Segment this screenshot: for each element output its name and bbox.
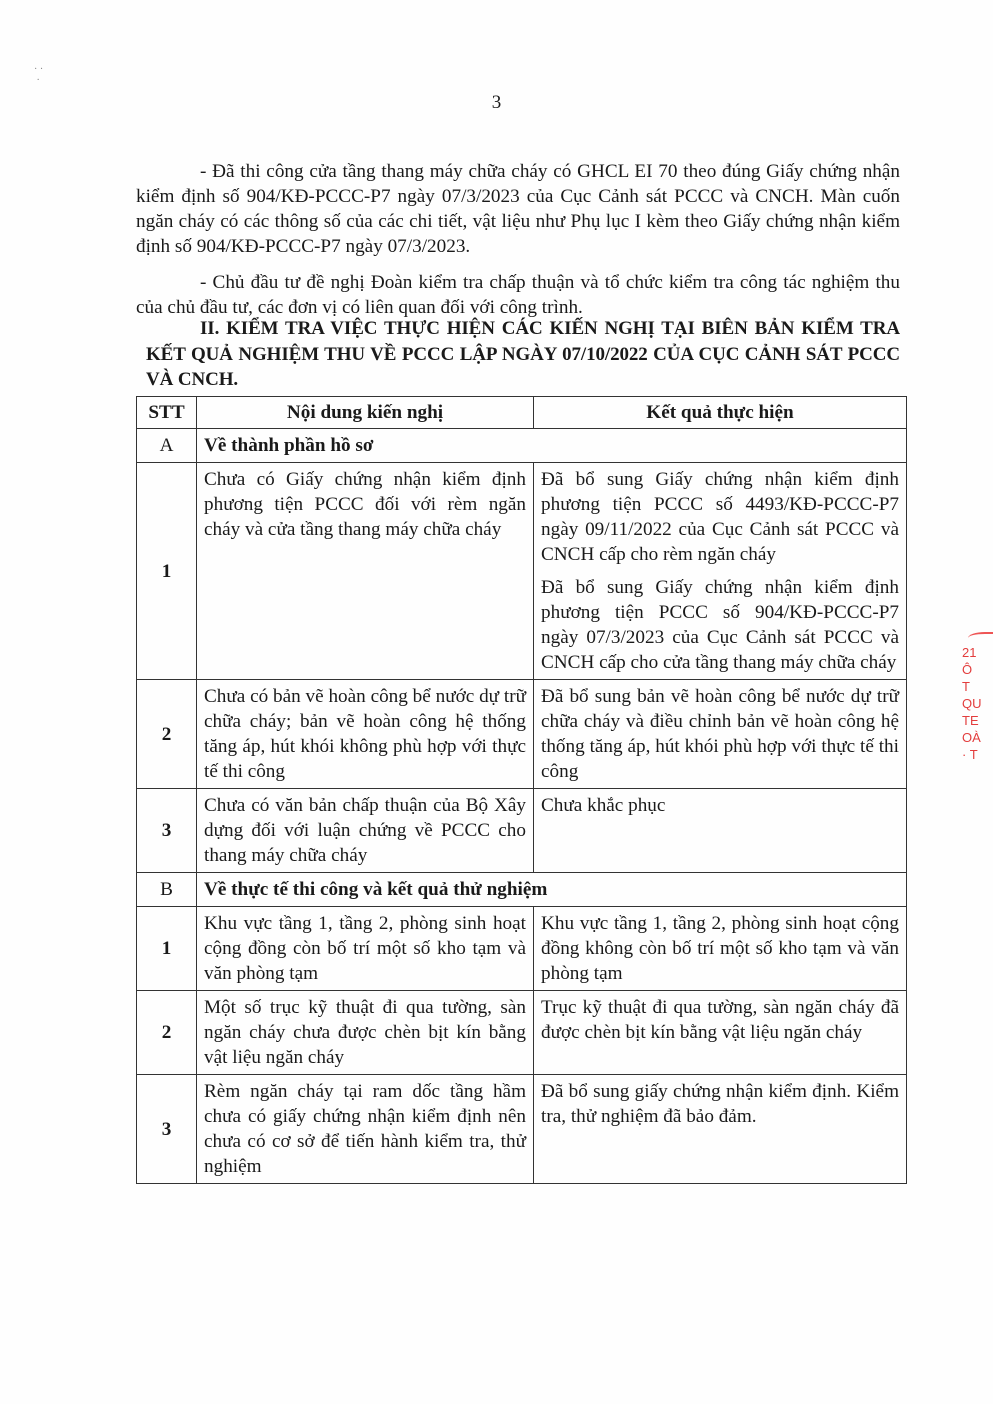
row-stt: 1 bbox=[137, 907, 197, 991]
stamp-text: QU bbox=[962, 696, 982, 711]
result-item: Chưa khắc phục bbox=[541, 795, 666, 816]
row-result bbox=[534, 680, 907, 789]
stamp-text: T bbox=[962, 679, 970, 694]
table-row bbox=[137, 1075, 907, 1184]
recommendations-table bbox=[136, 396, 907, 1184]
row-stt: 2 bbox=[137, 991, 197, 1075]
result-item: Đã bổ sung giấy chứng nhận kiểm định. Kiểm tra, thử nghiệm đã bảo đảm. bbox=[541, 1081, 899, 1127]
scan-artifact: · · · bbox=[34, 64, 44, 86]
row-result bbox=[534, 1075, 907, 1184]
table-row bbox=[137, 680, 907, 789]
result-item: Khu vực tầng 1, tầng 2, phòng sinh hoạt cộng đồng không còn bố trí một số kho tạm và văn phòng tạm bbox=[541, 913, 899, 984]
table-row bbox=[137, 789, 907, 873]
table-row bbox=[137, 907, 907, 991]
section-code: A bbox=[137, 429, 197, 463]
stamp-text: 21 bbox=[962, 645, 977, 660]
stamp-text: TE bbox=[962, 713, 979, 728]
table-row bbox=[137, 991, 907, 1075]
row-result bbox=[534, 789, 907, 873]
row-content: Chưa có Giấy chứng nhận kiểm định phương tiện PCCC đối với rèm ngăn cháy và cửa tầng thang máy chữa cháy bbox=[197, 463, 534, 680]
row-content: Khu vực tầng 1, tầng 2, phòng sinh hoạt cộng đồng còn bố trí một số kho tạm và văn phòng tạm bbox=[197, 907, 534, 991]
section-heading: II. KIỂM TRA VIỆC THỰC HIỆN CÁC KIẾN NGHỊ TẠI BIÊN BẢN KIỂM TRA KẾT QUẢ NGHIỆM THU VỀ PCCC LẬP NGÀY 07/10/2022 CỦA CỤC CẢNH SÁT PCCC VÀ CNCH. bbox=[146, 318, 900, 390]
section-row bbox=[137, 429, 907, 463]
row-content: Chưa có văn bản chấp thuận của Bộ Xây dựng đối với luận chứng về PCCC cho thang máy chữa cháy bbox=[197, 789, 534, 873]
result-item: Đã bổ sung Giấy chứng nhận kiểm định phương tiện PCCC số 4493/KĐ-PCCC-P7 ngày 09/11/2022 của Cục Cảnh sát PCCC và CNCH cấp cho rèm ngăn cháy bbox=[541, 469, 899, 565]
stamp-arc bbox=[968, 632, 993, 644]
row-stt: 1 bbox=[137, 463, 197, 680]
stamp-text: · T bbox=[962, 747, 978, 762]
result-item: Đã bổ sung Giấy chứng nhận kiểm định phương tiện PCCC số 904/KĐ-PCCC-P7 ngày 07/3/2023 của Cục Cảnh sát PCCC và CNCH cấp cho cửa tầng thang máy chữa cháy bbox=[541, 577, 899, 673]
section-title: Về thực tế thi công và kết quả thử nghiệm bbox=[197, 873, 907, 907]
page-number: 3 bbox=[491, 92, 502, 113]
red-stamp bbox=[962, 632, 993, 822]
paragraph-elevator-door: - Đã thi công cửa tầng thang máy chữa cháy có GHCL EI 70 theo đúng Giấy chứng nhận kiểm định số 904/KĐ-PCCC-P7 ngày 07/3/2023 của Cục Cảnh sát PCCC và CNCH. Màn cuốn ngăn cháy có các thông số của các chi tiết, vật liệu như Phụ lục I kèm theo Giấy chứng nhận kiểm định số 904/KĐ-PCCC-P7 ngày 07/3/2023. bbox=[136, 161, 900, 258]
row-stt: 3 bbox=[137, 1075, 197, 1184]
table-header-row bbox=[137, 397, 907, 429]
section-title: Về thành phần hồ sơ bbox=[197, 429, 907, 463]
section-row bbox=[137, 873, 907, 907]
result-item: Đã bổ sung bản vẽ hoàn công bể nước dự trữ chữa cháy và điều chỉnh bản vẽ hoàn công hệ thống tăng áp, hút khói phù hợp với thực tế thi công bbox=[541, 686, 899, 782]
header-result: Kết quả thực hiện bbox=[534, 397, 907, 429]
row-result bbox=[534, 907, 907, 991]
paragraph-investor-request: - Chủ đầu tư đề nghị Đoàn kiểm tra chấp thuận và tổ chức kiểm tra công tác nghiệm thu của chủ đầu tư, các đơn vị có liên quan đối với công trình. bbox=[136, 272, 900, 319]
row-result bbox=[534, 991, 907, 1075]
table-row bbox=[137, 463, 907, 680]
row-result bbox=[534, 463, 907, 680]
row-content: Rèm ngăn cháy tại ram dốc tầng hầm chưa có giấy chứng nhận kiểm định nên chưa có cơ sở để tiến hành kiểm tra, thử nghiệm bbox=[197, 1075, 534, 1184]
header-stt: STT bbox=[137, 397, 197, 429]
row-stt: 2 bbox=[137, 680, 197, 789]
stamp-text: OÀ bbox=[962, 730, 981, 745]
result-item: Trục kỹ thuật đi qua tường, sàn ngăn cháy đã được chèn bịt kín bằng vật liệu ngăn cháy bbox=[541, 997, 899, 1043]
row-stt: 3 bbox=[137, 789, 197, 873]
row-content: Một số trục kỹ thuật đi qua tường, sàn ngăn cháy chưa được chèn bịt kín bằng vật liệu ngăn cháy bbox=[197, 991, 534, 1075]
section-code: B bbox=[137, 873, 197, 907]
stamp-text: Ô bbox=[962, 662, 973, 677]
row-content: Chưa có bản vẽ hoàn công bể nước dự trữ chữa cháy; bản vẽ hoàn công hệ thống tăng áp, hút khói không phù hợp với thực tế thi công bbox=[197, 680, 534, 789]
header-content: Nội dung kiến nghị bbox=[197, 397, 534, 429]
